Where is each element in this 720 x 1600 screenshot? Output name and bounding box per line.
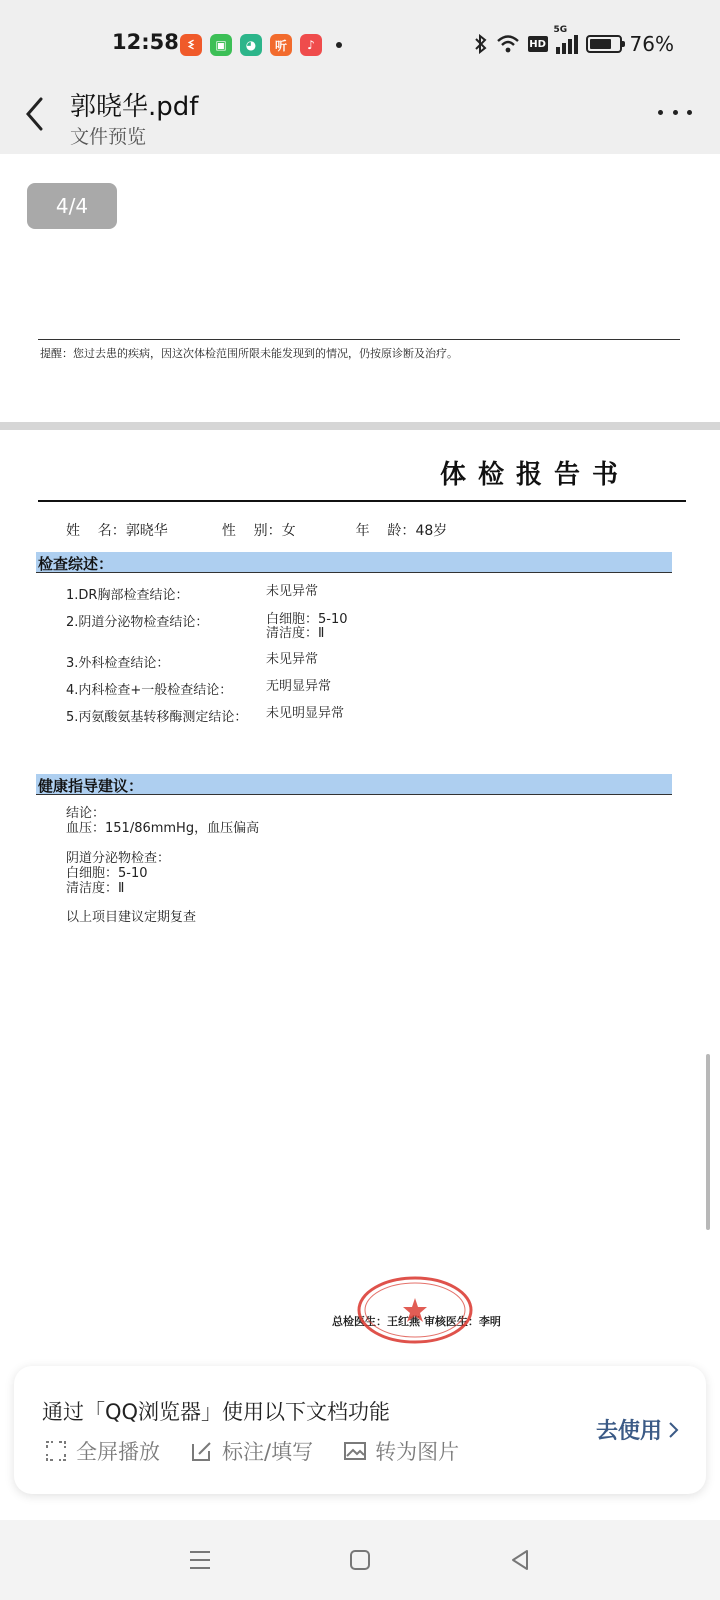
exam-item-result: 未见明显异常 [266,706,345,721]
back-button[interactable] [20,94,50,134]
exam-item-label: 3.外科检查结论： [66,656,170,671]
exam-item-result-line2: 清洁度：Ⅱ [266,626,325,641]
pdf-viewer[interactable] [0,154,720,1520]
back-nav-button[interactable] [500,1542,540,1578]
more-dot-icon [658,110,663,115]
page-indicator: 4/4 [27,183,117,229]
exam-item-label: 1.DR胸部检查结论： [66,588,189,603]
summary-section-heading [36,552,672,573]
doctor-signature: 总检医生：王红燕 审核医生：李明 [332,1315,501,1328]
signal-icon [553,24,578,54]
music-app-icon: ꗨ [180,34,202,56]
more-dot-icon [687,110,692,115]
note-app-icon: ♪ [300,34,322,56]
file-subtitle: 文件预览 [70,126,147,148]
battery-icon [586,35,622,53]
go-use-label: 去使用 [595,1419,662,1444]
exam-item-result: 未见异常 [266,652,319,667]
image-icon [343,1439,367,1463]
summary-heading-text: 检查综述： [38,555,114,573]
edit-icon [190,1439,214,1463]
listen-app-icon: 听 [270,34,292,56]
status-indicators [474,24,674,56]
bluetooth-icon [474,34,488,54]
feature-label: 标注/填写 [222,1440,314,1464]
age-value: 48岁 [415,523,448,539]
reminder-text: 提醒：您过去患的疾病，因这次体检范围所限未能发现到的情况，仍按原诊断及治疗。 [40,347,458,360]
scrollbar-thumb[interactable] [706,1054,710,1230]
page-separator [0,422,720,430]
advice-line: 结论： [66,806,106,821]
hd-icon: HD [528,36,548,52]
gender-label: 性 别： [221,523,282,539]
battery-percent: 76% [629,32,674,56]
name-value: 郭晓华 [125,523,168,539]
file-title: 郭晓华.pdf [70,92,199,122]
report-title: 体检报告书 [440,460,631,490]
title-rule [38,500,686,502]
chat-app-icon: ▣ [210,34,232,56]
notification-icons [180,34,342,56]
advice-line: 以上项目建议定期复查 [66,910,197,925]
chevron-right-icon [668,1421,680,1439]
home-button[interactable] [340,1542,380,1578]
back-triangle-icon [508,1548,532,1572]
more-notifications-dot-icon [336,42,342,48]
exam-item-result: 未见异常 [266,584,319,599]
app-header [0,90,720,154]
advice-line: 清洁度：Ⅱ [66,881,125,896]
advice-section-heading [36,774,672,795]
patient-info [66,520,447,540]
battery-level-fill [590,39,611,49]
status-bar [0,0,720,90]
more-options-button[interactable] [658,102,692,122]
feature-label: 转为图片 [375,1440,460,1464]
back-arrow-icon [25,97,45,131]
banner-text: 通过「QQ浏览器」使用以下文档功能 [42,1400,391,1424]
panda-app-icon: ◕ [240,34,262,56]
banner-features [44,1436,459,1466]
to-image-feature[interactable] [343,1436,459,1466]
qq-browser-banner[interactable] [14,1366,706,1494]
system-nav-bar [0,1520,720,1600]
go-use-button[interactable] [596,1414,680,1445]
advice-line: 白细胞：5-10 [66,866,148,881]
exam-item-label: 5.丙氨酸氨基转移酶测定结论： [66,710,248,725]
status-time: 12:58 [112,30,179,54]
feature-label: 全屏播放 [76,1440,160,1464]
advice-line: 阴道分泌物检查： [66,851,171,866]
hospital-stamp-icon [356,1276,474,1344]
previous-page-rule [38,339,680,340]
exam-item-result: 白细胞：5-10 [266,612,348,627]
annotate-feature[interactable] [190,1436,313,1466]
name-label: 姓 名： [66,523,126,539]
exam-item-label: 4.内科检查+一般检查结论： [66,683,233,698]
exam-item-label: 2.阴道分泌物检查结论： [66,615,209,630]
gender-value: 女 [281,523,296,539]
more-dot-icon [673,110,678,115]
home-square-icon [348,1548,372,1572]
fullscreen-feature[interactable] [44,1436,160,1466]
advice-line: 血压：151/86mmHg，血压偏高 [66,821,260,836]
menu-icon [188,1549,212,1571]
exam-item-result: 无明显异常 [266,679,332,694]
fullscreen-icon [44,1439,68,1463]
wifi-icon [496,34,520,54]
recent-apps-button[interactable] [180,1542,220,1578]
advice-heading-text: 健康指导建议： [38,777,144,795]
age-label: 年 龄： [355,523,416,539]
network-type-label: 5G [553,24,568,35]
